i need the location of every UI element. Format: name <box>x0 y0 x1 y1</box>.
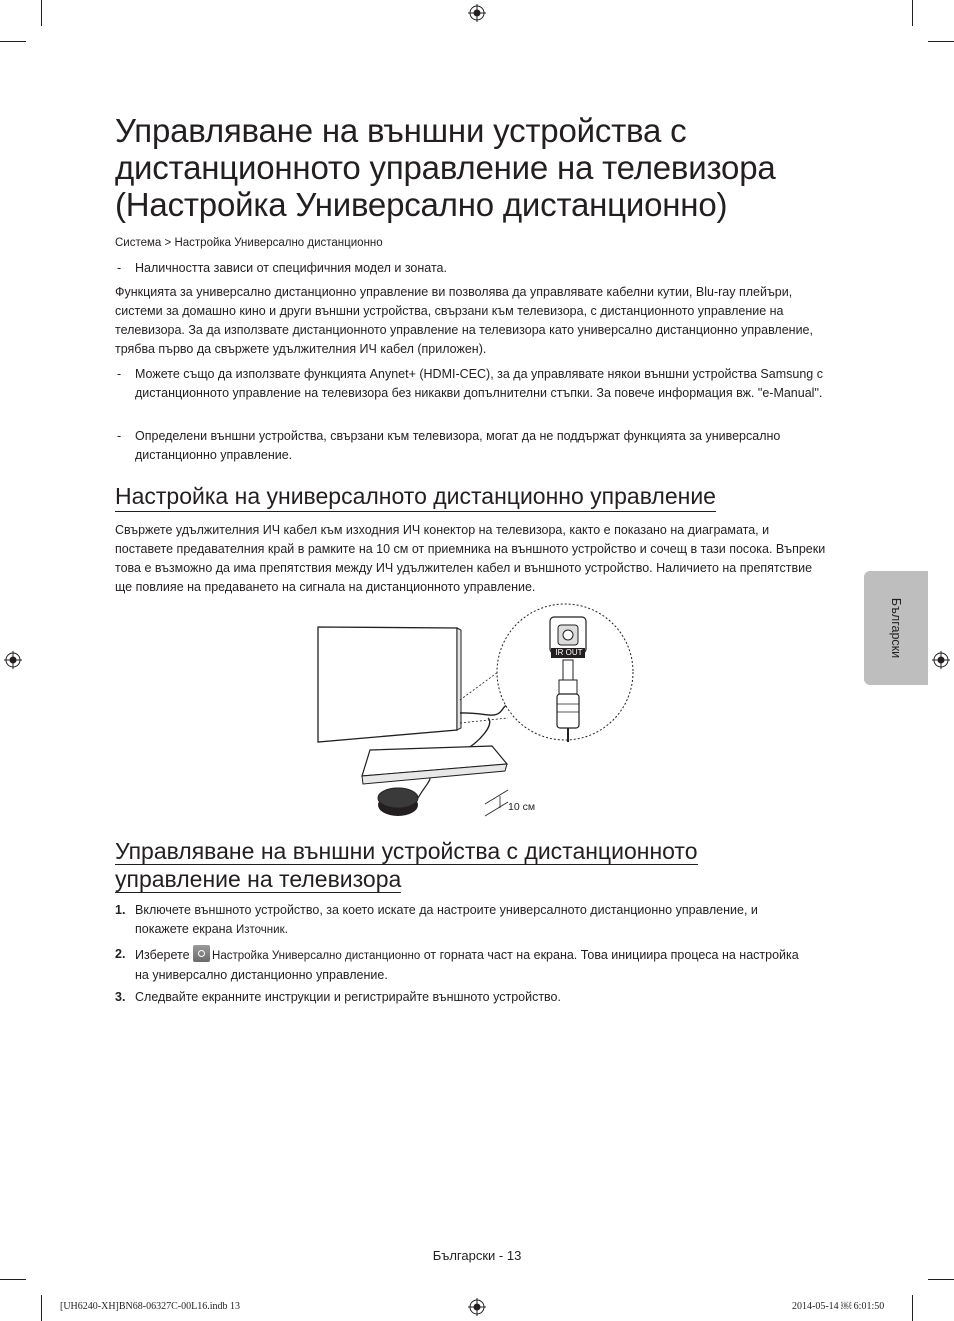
availability-note: - Наличността зависи от специфичния модел и зоната. <box>117 259 832 278</box>
registration-mark-icon <box>468 1298 486 1316</box>
language-side-tab <box>864 571 928 685</box>
step-2: 2. Изберете Настройка Универсално дистанционно от горната част на екрана. Това инициира процеса на настройка на универсално дистанционно управление. <box>115 947 799 982</box>
support-note: - Определени външни устройства, свързани към телевизора, могат да не поддържат функцията за универсално дистанционно управление. <box>117 427 832 465</box>
source-term: Източник <box>235 924 285 936</box>
crop-mark <box>0 41 26 42</box>
registration-mark-icon <box>4 651 22 669</box>
step-number: 3. <box>115 990 126 1004</box>
crop-mark <box>928 1279 954 1280</box>
language-side-tab-label: Български <box>889 597 903 659</box>
step-number: 2. <box>115 947 126 961</box>
page-number: Български - 13 <box>432 1248 522 1263</box>
settings-icon <box>193 945 210 962</box>
breadcrumb-separator: > <box>164 237 172 249</box>
crop-mark <box>928 41 954 42</box>
print-info-timestamp: 2014-05-14 ￼ 6:01:50 <box>792 1301 885 1312</box>
crop-mark <box>0 1279 26 1280</box>
print-info-file: [UH6240-XH]BN68-06327C-00L16.indb 13 <box>60 1301 240 1312</box>
registration-mark-icon <box>932 651 950 669</box>
page-title: Управляване на външни устройства с дистанционното управление на телевизора (Настройка Универсално дистанционно) <box>115 112 776 223</box>
step-number: 1. <box>115 903 126 917</box>
support-note-text: Определени външни устройства, свързани към телевизора, могат да не поддържат функцията за универсално дистанционно управление. <box>135 429 781 462</box>
crop-mark <box>912 1295 913 1321</box>
crop-mark <box>41 1295 42 1321</box>
step-1: 1. Включете външното устройство, за което искате да настроите универсалното дистанционно управление, и покажете екрана Източник. <box>115 903 758 936</box>
anynet-note: - Можете също да използвате функцията Anynet+ (HDMI-CEC), за да управлявате някои външни устройства Samsung с дистанционното управление на телевизора без никакви допълнителни стъпки. За повече информация вж. "e-Manual". <box>117 367 823 400</box>
universal-remote-term: Настройка Универсално дистанционно <box>212 950 421 962</box>
step-text: Включете външното устройство, за което искате да настроите универсалното дистанционно управление, и покажете екрана <box>135 903 758 936</box>
section-heading-control <box>115 837 775 894</box>
breadcrumb-item: Настройка Универсално дистанционно <box>174 237 383 249</box>
setup-paragraph: Свържете удължителния ИЧ кабел към изходния ИЧ конектор на телевизора, както е показано на диаграмата, и поставете предавателния край в рамките на 10 см от приемника на външното устройство и сочещ в тази посока. Въпреки това е възможно да има препятствия между ИЧ удължителен кабел и външното устройство. Наличието на препятствие ще повлияе на предаването на сигнала на дистанционното управление. <box>115 523 826 594</box>
breadcrumb <box>115 237 383 249</box>
crop-mark <box>912 0 913 26</box>
step-3 <box>115 988 815 1007</box>
e-manual-link[interactable]: e-Manual <box>762 386 815 400</box>
section-heading-control-text: Управляване на външни устройства с дистанционното управление на телевизора <box>115 838 698 892</box>
distance-label: 10 см <box>508 801 536 813</box>
ir-cable-diagram <box>310 600 640 825</box>
ir-out-label: IR OUT <box>555 648 583 657</box>
step-text: Изберете <box>135 948 194 962</box>
availability-note-text: Наличността зависи от специфичния модел и зоната. <box>135 261 447 275</box>
intro-paragraph: Функцията за универсално дистанционно управление ви позволява да управлявате кабелни кутии, Blu-ray плейъри, системи за домашно кино и други външни устройства, свързани към телевизора, с дистанционното управление на телевизора. За да използвате дистанционното управление на телевизора като универсално дистанционно управление, трябва първо да свържете удължителния ИЧ кабел (приложен). <box>115 285 813 356</box>
registration-mark-icon <box>468 4 486 22</box>
breadcrumb-menu: Система <box>115 237 162 249</box>
crop-mark <box>41 0 42 26</box>
external-device-illustration <box>362 746 507 784</box>
anynet-note-text: Можете също да използвате функцията Anynet+ (HDMI-CEC), за да управлявате някои външни устройства Samsung с дистанционното управление на телевизора без никакви допълнителни стъпки. За повече информация вж. " <box>135 367 823 400</box>
section-heading-setup: Настройка на универсалното дистанционно управление <box>115 482 716 512</box>
step-text: Следвайте екранните инструкции и регистрирайте външното устройство. <box>135 990 561 1004</box>
tv-illustration <box>318 627 461 742</box>
ir-emitter-illustration <box>378 788 418 816</box>
